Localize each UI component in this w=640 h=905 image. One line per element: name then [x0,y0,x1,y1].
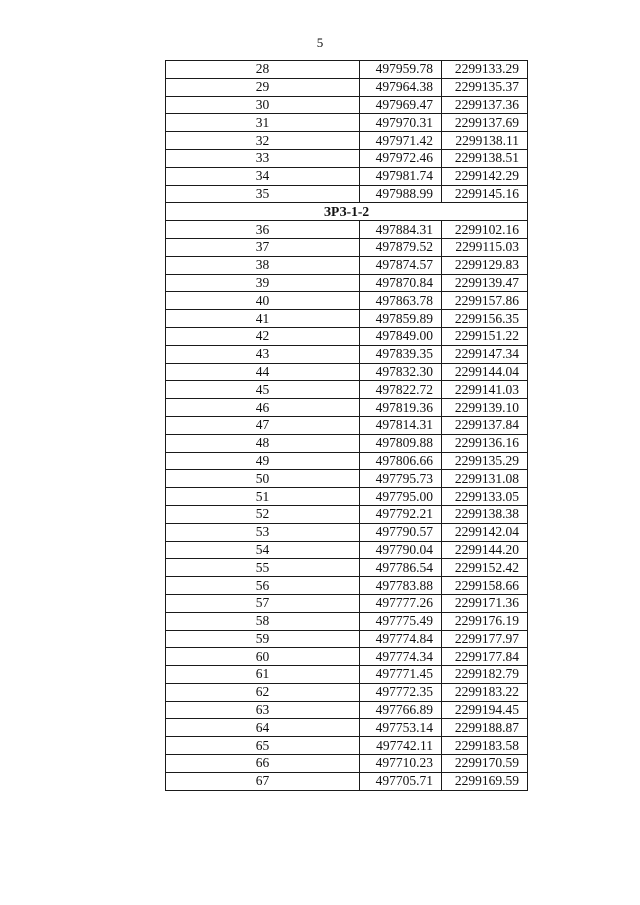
table-row [166,238,528,256]
table-row [166,559,528,577]
table-row [166,114,528,132]
table-row [166,719,528,737]
x-coordinate-cell: 497742.11 [360,737,442,755]
x-coordinate-cell: 497884.31 [360,221,442,239]
table-body-group-b [166,221,528,791]
table-row [166,666,528,684]
point-number-cell: 36 [166,221,360,239]
point-number-cell: 56 [166,577,360,595]
y-coordinate-cell: 2299188.87 [442,719,528,737]
point-number-cell: 64 [166,719,360,737]
table-row [166,648,528,666]
y-coordinate-cell: 2299139.10 [442,399,528,417]
table-row [166,577,528,595]
table-row [166,594,528,612]
y-coordinate-cell: 2299115.03 [442,238,528,256]
y-coordinate-cell: 2299137.84 [442,416,528,434]
y-coordinate-cell: 2299145.16 [442,185,528,203]
table-row [166,310,528,328]
table-row [166,167,528,185]
y-coordinate-cell: 2299183.22 [442,683,528,701]
y-coordinate-cell: 2299139.47 [442,274,528,292]
point-number-cell: 66 [166,755,360,773]
x-coordinate-cell: 497710.23 [360,755,442,773]
x-coordinate-cell: 497988.99 [360,185,442,203]
point-number-cell: 48 [166,434,360,452]
x-coordinate-cell: 497859.89 [360,310,442,328]
x-coordinate-cell: 497972.46 [360,149,442,167]
point-number-cell: 45 [166,381,360,399]
table-row [166,78,528,96]
y-coordinate-cell: 2299151.22 [442,327,528,345]
x-coordinate-cell: 497792.21 [360,505,442,523]
y-coordinate-cell: 2299135.37 [442,78,528,96]
point-number-cell: 31 [166,114,360,132]
table-row [166,488,528,506]
table-row [166,630,528,648]
table-row [166,363,528,381]
y-coordinate-cell: 2299138.11 [442,132,528,150]
table-row [166,327,528,345]
y-coordinate-cell: 2299144.20 [442,541,528,559]
point-number-cell: 51 [166,488,360,506]
table-row [166,505,528,523]
x-coordinate-cell: 497774.84 [360,630,442,648]
x-coordinate-cell: 497849.00 [360,327,442,345]
table-row [166,221,528,239]
y-coordinate-cell: 2299141.03 [442,381,528,399]
table-row [166,434,528,452]
point-number-cell: 57 [166,594,360,612]
y-coordinate-cell: 2299169.59 [442,772,528,790]
y-coordinate-cell: 2299152.42 [442,559,528,577]
y-coordinate-cell: 2299129.83 [442,256,528,274]
x-coordinate-cell: 497774.34 [360,648,442,666]
y-coordinate-cell: 2299144.04 [442,363,528,381]
x-coordinate-cell: 497783.88 [360,577,442,595]
x-coordinate-cell: 497971.42 [360,132,442,150]
x-coordinate-cell: 497814.31 [360,416,442,434]
table-row [166,416,528,434]
table-row [166,755,528,773]
y-coordinate-cell: 2299177.97 [442,630,528,648]
y-coordinate-cell: 2299176.19 [442,612,528,630]
x-coordinate-cell: 497705.71 [360,772,442,790]
x-coordinate-cell: 497795.00 [360,488,442,506]
x-coordinate-cell: 497786.54 [360,559,442,577]
table-row [166,701,528,719]
table-row [166,132,528,150]
point-number-cell: 62 [166,683,360,701]
point-number-cell: 54 [166,541,360,559]
x-coordinate-cell: 497874.57 [360,256,442,274]
y-coordinate-cell: 2299133.05 [442,488,528,506]
point-number-cell: 59 [166,630,360,648]
x-coordinate-cell: 497969.47 [360,96,442,114]
point-number-cell: 35 [166,185,360,203]
point-number-cell: 53 [166,523,360,541]
y-coordinate-cell: 2299131.08 [442,470,528,488]
point-number-cell: 52 [166,505,360,523]
point-number-cell: 43 [166,345,360,363]
point-number-cell: 47 [166,416,360,434]
point-number-cell: 49 [166,452,360,470]
table-row [166,612,528,630]
x-coordinate-cell: 497809.88 [360,434,442,452]
section-title: ЗРЗ-1-2 [166,203,528,221]
y-coordinate-cell: 2299142.29 [442,167,528,185]
y-coordinate-cell: 2299177.84 [442,648,528,666]
table-row [166,772,528,790]
point-number-cell: 61 [166,666,360,684]
point-number-cell: 34 [166,167,360,185]
table-row [166,185,528,203]
coordinates-table [165,60,528,791]
table-row [166,523,528,541]
table-row [166,61,528,79]
section-row [166,203,528,221]
x-coordinate-cell: 497806.66 [360,452,442,470]
x-coordinate-cell: 497870.84 [360,274,442,292]
y-coordinate-cell: 2299158.66 [442,577,528,595]
x-coordinate-cell: 497863.78 [360,292,442,310]
y-coordinate-cell: 2299138.51 [442,149,528,167]
table-row [166,683,528,701]
table-row [166,470,528,488]
x-coordinate-cell: 497879.52 [360,238,442,256]
table-row [166,256,528,274]
table-row [166,452,528,470]
y-coordinate-cell: 2299138.38 [442,505,528,523]
x-coordinate-cell: 497790.57 [360,523,442,541]
x-coordinate-cell: 497790.04 [360,541,442,559]
y-coordinate-cell: 2299147.34 [442,345,528,363]
x-coordinate-cell: 497964.38 [360,78,442,96]
point-number-cell: 50 [166,470,360,488]
point-number-cell: 42 [166,327,360,345]
table-row [166,345,528,363]
point-number-cell: 58 [166,612,360,630]
x-coordinate-cell: 497981.74 [360,167,442,185]
table-row [166,96,528,114]
x-coordinate-cell: 497771.45 [360,666,442,684]
x-coordinate-cell: 497959.78 [360,61,442,79]
point-number-cell: 37 [166,238,360,256]
y-coordinate-cell: 2299142.04 [442,523,528,541]
x-coordinate-cell: 497777.26 [360,594,442,612]
point-number-cell: 46 [166,399,360,417]
y-coordinate-cell: 2299171.36 [442,594,528,612]
x-coordinate-cell: 497822.72 [360,381,442,399]
y-coordinate-cell: 2299156.35 [442,310,528,328]
table-row [166,292,528,310]
y-coordinate-cell: 2299133.29 [442,61,528,79]
point-number-cell: 41 [166,310,360,328]
y-coordinate-cell: 2299170.59 [442,755,528,773]
table-row [166,737,528,755]
x-coordinate-cell: 497832.30 [360,363,442,381]
point-number-cell: 55 [166,559,360,577]
point-number-cell: 30 [166,96,360,114]
y-coordinate-cell: 2299102.16 [442,221,528,239]
page-number: 5 [316,35,324,50]
point-number-cell: 39 [166,274,360,292]
x-coordinate-cell: 497775.49 [360,612,442,630]
y-coordinate-cell: 2299183.58 [442,737,528,755]
y-coordinate-cell: 2299157.86 [442,292,528,310]
x-coordinate-cell: 497766.89 [360,701,442,719]
table-row [166,541,528,559]
point-number-cell: 29 [166,78,360,96]
point-number-cell: 67 [166,772,360,790]
point-number-cell: 63 [166,701,360,719]
point-number-cell: 38 [166,256,360,274]
point-number-cell: 44 [166,363,360,381]
point-number-cell: 40 [166,292,360,310]
point-number-cell: 28 [166,61,360,79]
point-number-cell: 32 [166,132,360,150]
table-row [166,399,528,417]
table-body-group-a [166,61,528,203]
y-coordinate-cell: 2299135.29 [442,452,528,470]
point-number-cell: 33 [166,149,360,167]
x-coordinate-cell: 497795.73 [360,470,442,488]
point-number-cell: 60 [166,648,360,666]
y-coordinate-cell: 2299137.36 [442,96,528,114]
x-coordinate-cell: 497839.35 [360,345,442,363]
y-coordinate-cell: 2299136.16 [442,434,528,452]
x-coordinate-cell: 497772.35 [360,683,442,701]
point-number-cell: 65 [166,737,360,755]
y-coordinate-cell: 2299137.69 [442,114,528,132]
x-coordinate-cell: 497753.14 [360,719,442,737]
table-row [166,381,528,399]
x-coordinate-cell: 497970.31 [360,114,442,132]
table-row [166,149,528,167]
x-coordinate-cell: 497819.36 [360,399,442,417]
y-coordinate-cell: 2299182.79 [442,666,528,684]
table-row [166,274,528,292]
table-section-header [166,203,528,221]
y-coordinate-cell: 2299194.45 [442,701,528,719]
